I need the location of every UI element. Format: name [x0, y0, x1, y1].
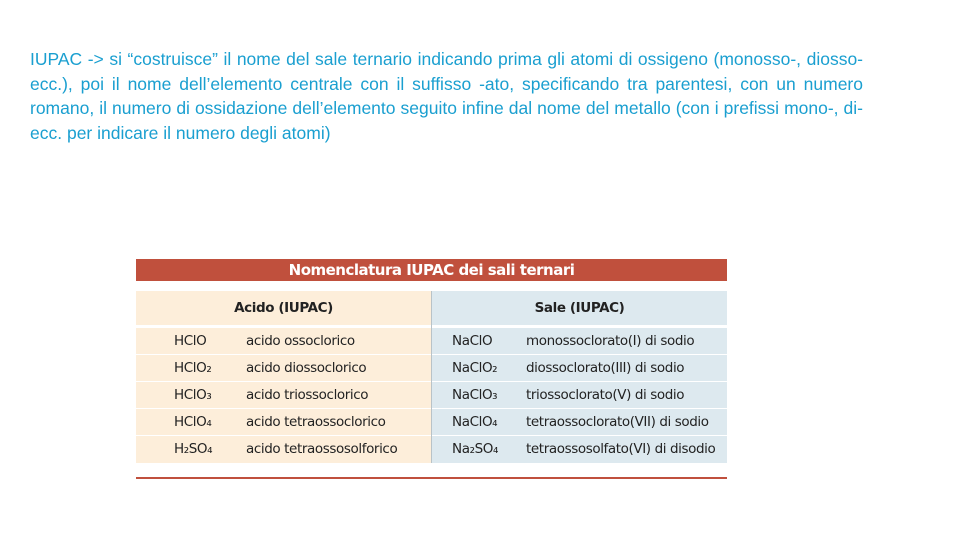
table-row — [432, 355, 727, 382]
acid-formula: HClO₂ — [174, 360, 212, 376]
salt-column — [432, 291, 727, 463]
acid-name: acido ossoclorico — [246, 333, 355, 349]
table-row — [432, 436, 727, 463]
acid-formula: HClO₄ — [174, 414, 212, 430]
table-row — [136, 409, 431, 436]
table-row — [432, 382, 727, 409]
table-title: Nomenclatura IUPAC dei sali ternari — [136, 259, 727, 281]
acid-column — [136, 291, 432, 463]
table-row — [136, 355, 431, 382]
acid-formula: HClO — [174, 333, 207, 349]
salt-formula: NaClO₃ — [452, 387, 498, 403]
acid-name: acido triossoclorico — [246, 387, 369, 403]
salt-name: triossoclorato(V) di sodio — [526, 387, 685, 403]
table-row — [136, 382, 431, 409]
table-bottom-rule — [136, 477, 727, 479]
salt-name: tetraossoclorato(VII) di sodio — [526, 414, 709, 430]
salt-name: monossoclorato(I) di sodio — [526, 333, 695, 349]
table-row — [136, 328, 431, 355]
salt-name: diossoclorato(III) di sodio — [526, 360, 685, 376]
table-row — [432, 328, 727, 355]
acid-name: acido tetraossoclorico — [246, 414, 386, 430]
salt-formula: Na₂SO₄ — [452, 441, 498, 457]
salt-header: Sale (IUPAC) — [432, 291, 727, 328]
acid-formula: H₂SO₄ — [174, 441, 213, 457]
salt-name: tetraossosolfato(VI) di disodio — [526, 441, 716, 457]
acid-formula: HClO₃ — [174, 387, 212, 403]
acid-header: Acido (IUPAC) — [136, 291, 431, 328]
nomenclature-table — [136, 259, 727, 479]
acid-name: acido tetraossosolforico — [246, 441, 398, 457]
salt-formula: NaClO — [452, 333, 493, 349]
salt-formula: NaClO₄ — [452, 414, 498, 430]
table-row — [136, 436, 431, 463]
description-paragraph: IUPAC -> si “costruisce” il nome del sale ternario indicando prima gli atomi di ossigeno (monosso-, diosso- ecc.), poi il nome dell’elemento centrale con il suffisso -ato, specificando tra parentesi, con un numero romano, il numero di ossidazione dell’elemento seguito infine dal nome del metallo (con i prefissi mono-, di- ecc. per indicare il numero degli atomi) — [30, 49, 863, 143]
acid-name: acido diossoclorico — [246, 360, 367, 376]
salt-formula: NaClO₂ — [452, 360, 498, 376]
table-row — [432, 409, 727, 436]
